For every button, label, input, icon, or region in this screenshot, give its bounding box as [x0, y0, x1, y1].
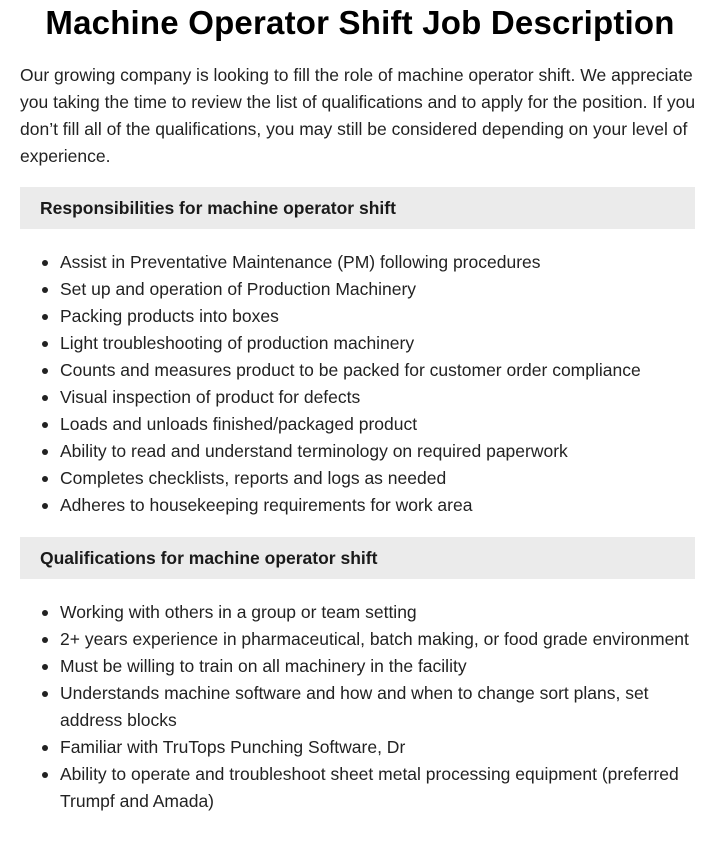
- list-item-text: Ability to read and understand terminology on required paperwork: [60, 441, 568, 461]
- bullet-icon: [42, 395, 48, 401]
- bullet-icon: [42, 503, 48, 509]
- list-item-text: Visual inspection of product for defects: [60, 387, 361, 407]
- list-item: [60, 249, 690, 276]
- list-item-text: Loads and unloads finished/packaged product: [60, 414, 418, 434]
- bullet-icon: [42, 422, 48, 428]
- bullet-icon: [42, 637, 48, 643]
- bullet-icon: [42, 610, 48, 616]
- list-item: [60, 465, 690, 492]
- list-item-text: Completes checklists, reports and logs as needed: [60, 468, 447, 488]
- list-item-text: Assist in Preventative Maintenance (PM) following procedures: [60, 252, 541, 272]
- bullet-icon: [42, 368, 48, 374]
- bullet-icon: [42, 691, 48, 697]
- qualifications-heading: Qualifications for machine operator shift: [20, 537, 695, 579]
- list-item: [60, 492, 690, 519]
- list-item: [60, 303, 690, 330]
- responsibilities-heading: Responsibilities for machine operator shift: [20, 187, 695, 229]
- bullet-icon: [42, 664, 48, 670]
- list-item: [60, 653, 690, 680]
- page-title: Machine Operator Shift Job Description: [45, 4, 675, 41]
- list-item-text: Must be willing to train on all machinery in the facility: [60, 656, 467, 676]
- list-item-text: Set up and operation of Production Machinery: [60, 279, 417, 299]
- bullet-icon: [42, 287, 48, 293]
- list-item: [60, 411, 690, 438]
- list-item: [60, 626, 690, 653]
- list-item-text: Familiar with TruTops Punching Software, Dr: [60, 737, 406, 757]
- qualifications-list: [0, 599, 720, 815]
- list-item-text: Adheres to housekeeping requirements for work area: [60, 495, 473, 515]
- list-item: [60, 384, 690, 411]
- bullet-icon: [42, 314, 48, 320]
- list-item: [60, 438, 690, 465]
- list-item-text: Understands machine software and how and when to change sort plans, set address blocks: [60, 683, 649, 730]
- list-item: [60, 680, 690, 734]
- list-item-text: Counts and measures product to be packed for customer order compliance: [60, 360, 641, 380]
- list-item: [60, 599, 690, 626]
- intro-paragraph: Our growing company is looking to fill the role of machine operator shift. We appreciate you taking the time to review the list of qualifications and to apply for the position. If you don’t fill all of the qualifications, you may still be considered depending on your level of experience.: [20, 65, 696, 166]
- list-item-text: Light troubleshooting of production machinery: [60, 333, 415, 353]
- list-item: [60, 734, 690, 761]
- list-item-text: Working with others in a group or team setting: [60, 602, 417, 622]
- list-item-text: 2+ years experience in pharmaceutical, batch making, or food grade environment: [60, 629, 689, 649]
- list-item: [60, 330, 690, 357]
- responsibilities-list: [0, 249, 720, 519]
- bullet-icon: [42, 476, 48, 482]
- bullet-icon: [42, 449, 48, 455]
- bullet-icon: [42, 260, 48, 266]
- bullet-icon: [42, 745, 48, 751]
- bullet-icon: [42, 772, 48, 778]
- list-item-text: Packing products into boxes: [60, 306, 279, 326]
- bullet-icon: [42, 341, 48, 347]
- list-item: [60, 761, 690, 815]
- list-item: [60, 276, 690, 303]
- list-item: [60, 357, 690, 384]
- list-item-text: Ability to operate and troubleshoot sheet metal processing equipment (preferred Trumpf and Amada): [60, 764, 679, 811]
